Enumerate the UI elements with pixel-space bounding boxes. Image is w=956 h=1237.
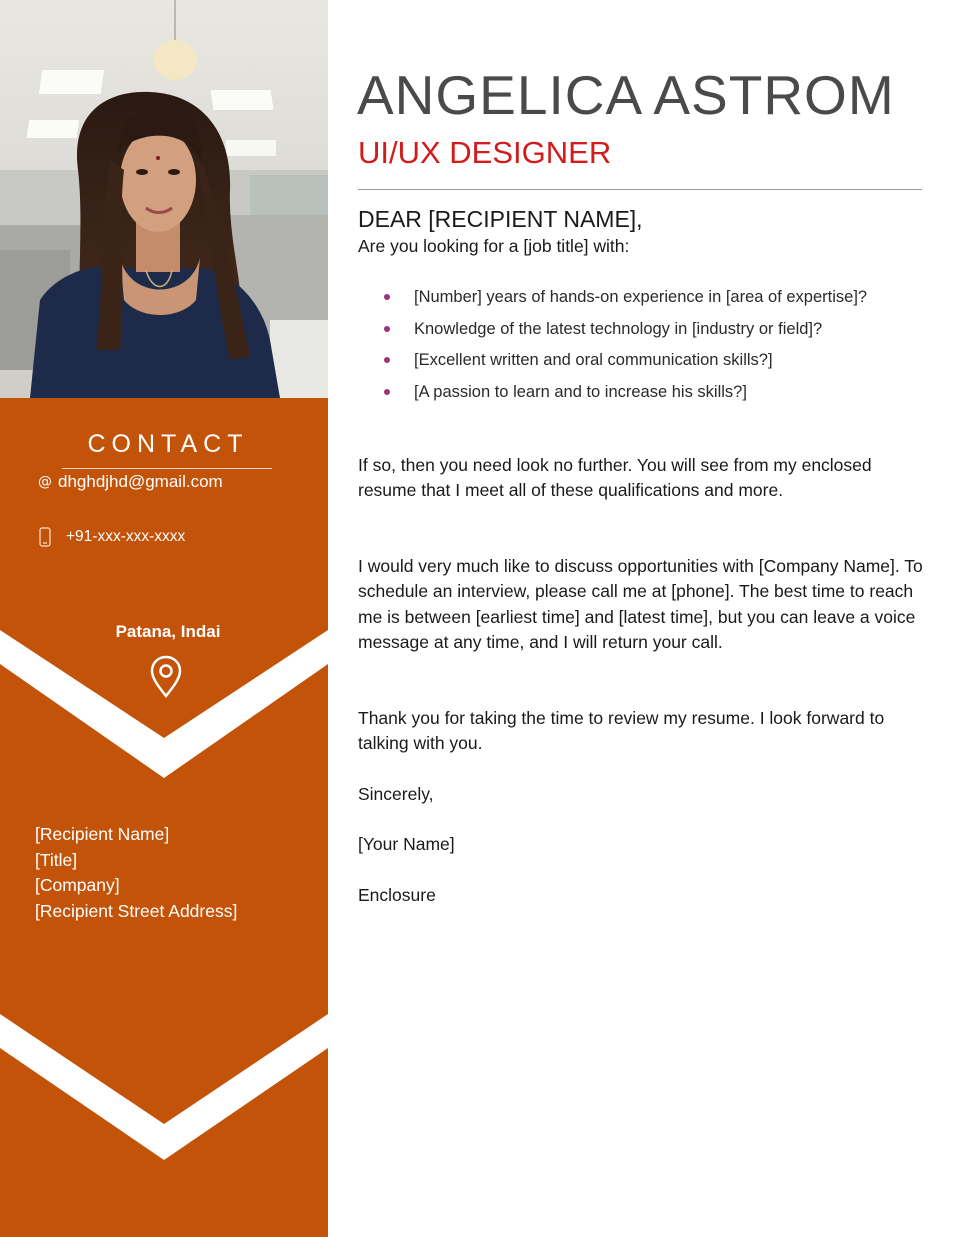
upper-chevron-divider (0, 630, 328, 780)
phone-row (34, 527, 185, 547)
email-text[interactable]: dhghdjhd@gmail.com (58, 472, 223, 491)
list-item: [Number] years of hands-on experience in [area of expertise]? (384, 282, 904, 314)
signature: [Your Name] (358, 834, 455, 854)
bullet-icon (384, 294, 390, 300)
recipient-title: [Title] (35, 849, 78, 870)
recipient-name: [Recipient Name] (35, 824, 170, 844)
body-paragraph-3: Thank you for taking the time to review my resume. I look forward to talking with you. (358, 708, 885, 754)
bullet-icon (384, 326, 390, 332)
applicant-name: ANGELICA ASTROM (357, 64, 895, 126)
list-item: Knowledge of the latest technology in [industry or field]? (384, 314, 904, 346)
profile-photo (0, 0, 328, 398)
intro-line: Are you looking for a [job title] with: (358, 236, 630, 256)
phone-text[interactable]: +91-xxx-xxx-xxxx (66, 528, 186, 545)
contact-heading: CONTACT (87, 430, 249, 458)
svg-text:@: @ (38, 474, 52, 490)
recipient-block (35, 822, 237, 924)
list-item: [Excellent written and oral communication skills?] (384, 345, 904, 377)
salutation: DEAR [RECIPIENT NAME], (358, 206, 643, 232)
recipient-address: [Recipient Street Address] (35, 900, 238, 921)
enclosure: Enclosure (358, 885, 436, 905)
at-icon (34, 474, 56, 490)
location-text: Patana, Indai (115, 622, 221, 641)
bullet-icon (384, 357, 390, 363)
location-pin-icon (148, 654, 184, 703)
bullet-icon (384, 389, 390, 395)
phone-icon (34, 527, 56, 547)
email-row (34, 472, 223, 492)
recipient-company: [Company] (35, 875, 120, 895)
sidebar (0, 0, 328, 1237)
header-divider (358, 189, 922, 190)
closing: Sincerely, (358, 784, 434, 804)
list-item: [A passion to learn and to increase his skills?] (384, 377, 904, 409)
job-title: UI/UX DESIGNER (358, 135, 612, 170)
qualifications-list (384, 282, 904, 408)
body-paragraph-2: I would very much like to discuss opportunities with [Company Name]. To schedule an interview, please call me at [phone]. The best time to reach me is between [earliest time] and [latest time], but you can leave a voice message at any time, and I will return your call. (358, 556, 923, 653)
contact-divider (62, 468, 272, 469)
lower-chevron-divider (0, 1014, 328, 1164)
body-paragraph-1: If so, then you need look no further. You will see from my enclosed resume that I meet all of these qualifications and more. (358, 455, 872, 501)
